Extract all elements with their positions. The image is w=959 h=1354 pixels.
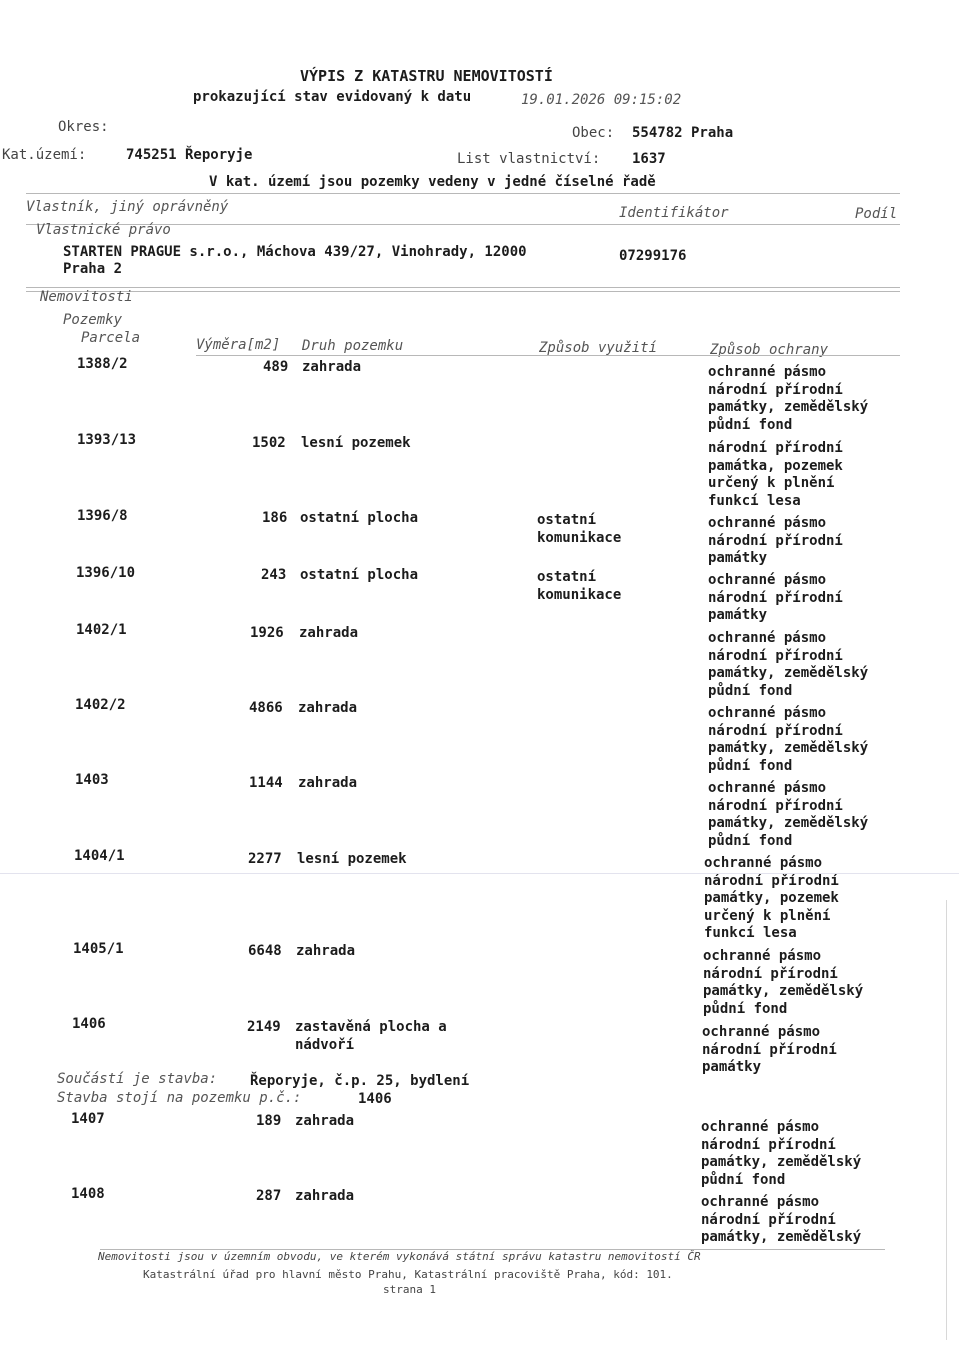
parcel-number: 1396/10 [76,565,136,581]
share-header: Podíl [855,206,898,222]
owner-heading: Vlastník, jiný oprávněný [26,199,229,215]
parcel-protection: ochranné pásmo národní přírodní památky [702,1024,837,1075]
parcel-protection: ochranné pásmo národní přírodní památky, zemědělský půdní fond [703,948,864,1017]
parcel-area: 1144 [249,775,283,791]
col-vyuziti: Způsob využití [539,340,658,356]
parcel-protection: ochranné pásmo národní přírodní památky [708,515,843,566]
parcel-area: 1926 [250,625,284,641]
building-label: Součástí je stavba: [57,1071,218,1087]
scan-edge [946,900,947,1340]
document-date: 19.01.2026 09:15:02 [521,92,682,108]
document-subtitle: prokazující stav evidovaný k datu [193,89,472,105]
parcel-usage: ostatní komunikace [537,512,622,546]
parcel-protection: ochranné pásmo národní přírodní památky, zemědělský půdní fond [708,705,869,774]
owner-city: Praha 2 [63,261,123,277]
owner-name: STARTEN PRAGUE s.r.o., Máchova 439/27, Vinohrady, 12000 [63,244,527,260]
divider [196,355,900,356]
parcel-number: 1404/1 [74,848,125,864]
parcel-type: lesní pozemek [301,435,411,451]
property-heading: Nemovitosti [40,289,133,305]
parcel-protection: ochranné pásmo národní přírodní památky, pozemek určený k plnění funkcí lesa [704,855,839,941]
col-druh: Druh pozemku [302,338,404,354]
parcel-protection: ochranné pásmo národní přírodní památky, zemědělský půdní fond [708,630,869,699]
parcel-protection: národní přírodní památka, pozemek určený k plnění funkcí lesa [708,440,843,509]
parcel-type: zahrada [295,1113,355,1129]
parcel-usage: ostatní komunikace [537,569,622,603]
parcel-area: 2149 [247,1019,281,1035]
parcel-protection: ochranné pásmo národní přírodní památky, zemědělský půdní fond [708,364,869,433]
parcels-subheading: Pozemky [63,312,123,328]
parcel-type: lesní pozemek [297,851,407,867]
parcel-area: 287 [256,1188,282,1204]
parcel-protection: ochranné pásmo národní přírodní památky, zemědělský půdní fond [708,780,869,849]
parcel-protection: ochranné pásmo národní přírodní památky, zemědělský [701,1194,862,1245]
parcel-area: 2277 [248,851,282,867]
parcel-number: 1402/1 [76,622,127,638]
parcel-number: 1406 [72,1016,106,1032]
obec-label: Obec: [572,125,615,141]
col-vymera: Výměra[m2] [196,337,281,353]
kat-value: 745251 Řeporyje [126,147,253,163]
parcel-type: zastavěná plocha a nádvoří [295,1019,447,1053]
cadastre-note: V kat. území jsou pozemky vedeny v jedné číselné řadě [209,174,656,190]
footer-line-1: Nemovitosti jsou v územním obvodu, ve kterém vykonává státní správu katastru nemovitostí ČR [98,1250,701,1263]
identifier-header: Identifikátor [619,205,729,221]
parcel-area: 243 [261,567,287,583]
parcel-number: 1407 [71,1111,105,1127]
parcel-type: ostatní plocha [300,510,419,526]
parcel-protection: ochranné pásmo národní přírodní památky, zemědělský půdní fond [701,1119,862,1188]
parcel-type: zahrada [299,625,359,641]
parcel-number: 1393/13 [77,432,137,448]
parcel-type: zahrada [298,700,358,716]
document-title: VÝPIS Z KATASTRU NEMOVITOSTÍ [300,67,553,85]
parcel-number: 1402/2 [75,697,126,713]
page-number: strana 1 [383,1283,436,1296]
obec-value: 554782 Praha [632,125,734,141]
owner-identifier: 07299176 [619,248,687,264]
scan-line [0,873,959,874]
footer-line-2: Katastrální úřad pro hlavní město Prahu, Katastrální pracoviště Praha, kód: 101. [143,1268,673,1281]
parcel-area: 189 [256,1113,282,1129]
parcel-number: 1408 [71,1186,105,1202]
col-ochrana: Způsob ochrany [710,342,829,358]
parcel-number: 1403 [75,772,109,788]
parcel-area: 6648 [248,943,282,959]
parcel-area: 186 [262,510,288,526]
parcel-type: zahrada [295,1188,355,1204]
col-parcela: Parcela [81,330,141,346]
parcel-type: zahrada [302,359,362,375]
building-parcel-value: 1406 [358,1091,392,1107]
okres-label: Okres: [58,119,109,135]
parcel-number: 1388/2 [77,356,128,372]
ownership-type: Vlastnické právo [36,222,171,238]
parcel-protection: ochranné pásmo národní přírodní památky [708,572,843,623]
building-parcel-label: Stavba stojí na pozemku p.č.: [57,1090,302,1106]
divider [26,291,900,292]
parcel-type: ostatní plocha [300,567,419,583]
lv-label: List vlastnictví: [457,151,601,167]
parcel-type: zahrada [296,943,356,959]
parcel-area: 4866 [249,700,283,716]
parcel-area: 489 [263,359,289,375]
parcel-number: 1405/1 [73,941,124,957]
parcel-type: zahrada [298,775,358,791]
kat-label: Kat.území: [2,147,87,163]
parcel-area: 1502 [252,435,286,451]
parcel-number: 1396/8 [77,508,128,524]
lv-value: 1637 [632,151,666,167]
divider [26,287,900,288]
divider [26,193,900,194]
building-value: Řeporyje, č.p. 25, bydlení [250,1073,470,1089]
